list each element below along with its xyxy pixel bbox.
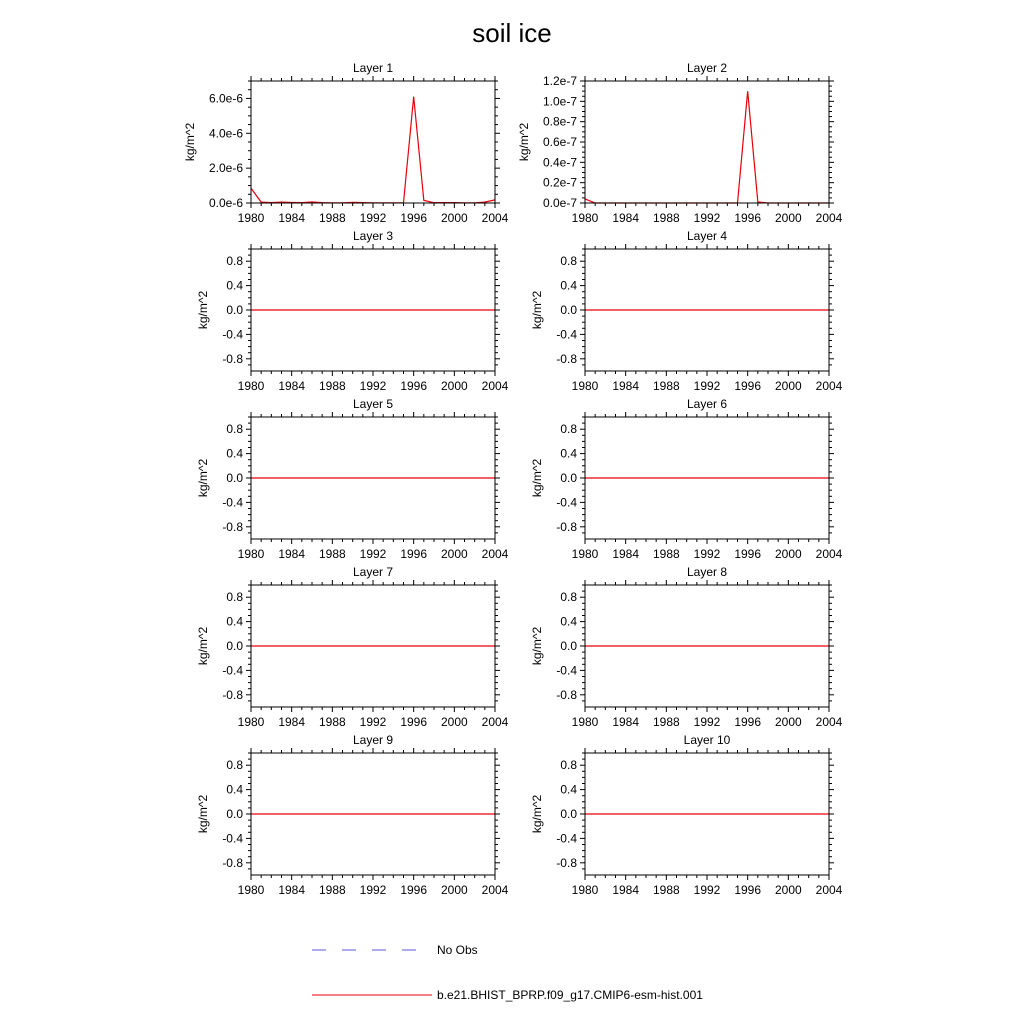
y-tick-label: 0.0 [226,639,243,653]
x-tick-label: 2000 [774,211,802,225]
y-axis-label: kg/m^2 [196,458,210,498]
x-tick-label: 1988 [652,547,680,561]
y-tick-label: -0.8 [556,519,577,534]
x-tick-label: 1984 [278,715,306,729]
x-tick-label: 1984 [612,379,640,393]
legend-label-no-obs: No Obs [437,943,478,957]
x-tick-label: 2004 [815,547,843,561]
x-tick-label: 2000 [774,883,802,897]
legend [312,943,703,1002]
x-tick-label: 2000 [440,715,468,729]
x-tick-label: 1988 [318,211,346,225]
y-tick-label: 0.8 [560,758,577,773]
y-tick-label: 0.8 [560,590,577,605]
panel-title: Layer 7 [352,565,394,579]
y-axis-label: kg/m^2 [183,122,197,162]
y-tick-label: 0.4 [226,278,243,293]
y-tick-label: 0.0 [560,471,577,485]
x-tick-label: 2004 [815,211,843,225]
x-tick-label: 2004 [815,883,843,897]
x-tick-label: 1988 [652,715,680,729]
x-tick-label: 1980 [571,883,599,897]
x-tick-label: 1996 [400,547,428,561]
y-tick-label: 0.0 [226,807,243,821]
x-tick-label: 1980 [237,715,265,729]
x-tick-label: 1984 [278,211,306,225]
x-tick-label: 1984 [612,715,640,729]
panel-layer-5 [196,397,509,561]
y-tick-label: 0.8 [226,254,243,269]
y-axis-label: kg/m^2 [530,290,544,330]
x-tick-label: 1996 [734,715,762,729]
legend-label-model: b.e21.BHIST_BPRP.f09_g17.CMIP6-esm-hist.001 [437,988,703,1002]
x-tick-label: 1984 [612,211,640,225]
x-tick-label: 2000 [440,547,468,561]
y-tick-label: -0.8 [556,687,577,702]
x-tick-label: 1996 [400,883,428,897]
y-tick-label: 0.4 [560,782,577,797]
panel-layer-2 [517,61,843,225]
y-axis-label: kg/m^2 [530,626,544,666]
y-tick-label: 0.8 [226,758,243,773]
x-tick-label: 2000 [440,379,468,393]
y-tick-label: 0.4 [226,782,243,797]
panel-title: Layer 10 [683,733,731,747]
panel-title: Layer 3 [352,229,394,243]
panel-layer-1 [183,61,509,225]
y-tick-label: -0.4 [556,327,577,342]
series-line [251,97,495,203]
x-tick-label: 1996 [734,379,762,393]
x-tick-label: 1988 [652,211,680,225]
panel-title: Layer 9 [352,733,394,747]
x-tick-label: 1980 [237,211,265,225]
x-tick-label: 2004 [481,211,509,225]
x-tick-label: 1996 [400,211,428,225]
panel-layer-3 [196,229,509,393]
x-tick-label: 1992 [359,883,387,897]
y-tick-label: 0.2e-7 [542,175,577,190]
x-tick-label: 2004 [481,883,509,897]
y-tick-label: -0.4 [222,495,243,510]
series-line [585,91,829,203]
x-tick-label: 1980 [571,547,599,561]
y-axis-label: kg/m^2 [196,794,210,834]
figure-title: soil ice [472,18,552,48]
y-tick-label: 0.8 [226,422,243,437]
y-tick-label: 0.4 [560,278,577,293]
y-tick-label: -0.4 [556,831,577,846]
x-tick-label: 1996 [400,379,428,393]
plot-frame [251,81,495,203]
x-tick-label: 1992 [359,379,387,393]
y-tick-label: -0.4 [556,495,577,510]
panel-title: Layer 6 [686,397,728,411]
panel-title: Layer 1 [352,61,394,75]
y-tick-label: -0.4 [222,327,243,342]
panel-title: Layer 4 [686,229,728,243]
x-tick-label: 1980 [237,883,265,897]
y-axis-label: kg/m^2 [530,794,544,834]
x-tick-label: 2000 [440,211,468,225]
x-tick-label: 1992 [693,211,721,225]
y-tick-label: 0.0 [226,303,243,317]
y-tick-label: -0.8 [556,351,577,366]
x-tick-label: 2000 [774,547,802,561]
panel-layer-7 [196,565,509,729]
panel-title: Layer 5 [352,397,394,411]
panel-layer-8 [530,565,843,729]
y-tick-label: 1.2e-7 [542,74,577,88]
panels-grid [183,61,843,897]
x-tick-label: 1984 [278,379,306,393]
y-tick-label: -0.4 [556,663,577,678]
y-tick-label: 0.0e-6 [208,196,243,210]
x-tick-label: 2000 [774,715,802,729]
x-tick-label: 1992 [693,379,721,393]
x-tick-label: 2000 [440,883,468,897]
y-tick-label: 0.4 [226,614,243,629]
x-tick-label: 1996 [734,211,762,225]
y-tick-label: 0.0 [560,639,577,653]
x-tick-label: 2000 [774,379,802,393]
panel-title: Layer 2 [686,61,728,75]
y-tick-label: 0.4 [226,446,243,461]
x-tick-label: 1996 [734,547,762,561]
y-tick-label: 0.6e-7 [542,135,577,149]
x-tick-label: 1992 [359,547,387,561]
y-axis-label: kg/m^2 [517,122,531,162]
x-tick-label: 1992 [693,883,721,897]
panel-title: Layer 8 [686,565,728,579]
x-tick-label: 1984 [278,547,306,561]
y-tick-label: 0.4 [560,446,577,461]
y-tick-label: 0.4 [560,614,577,629]
x-tick-label: 1992 [693,547,721,561]
y-tick-label: 0.8 [226,590,243,605]
x-tick-label: 1980 [237,547,265,561]
plot-frame [585,81,829,203]
y-tick-label: 0.4e-7 [542,155,577,170]
y-tick-label: 0.0 [560,303,577,317]
x-tick-label: 1992 [693,715,721,729]
x-tick-label: 1988 [318,883,346,897]
x-tick-label: 1988 [318,547,346,561]
x-tick-label: 1984 [612,883,640,897]
x-tick-label: 2004 [481,715,509,729]
x-tick-label: 1980 [571,715,599,729]
y-tick-label: 0.0e-7 [542,196,577,210]
x-tick-label: 1980 [237,379,265,393]
x-tick-label: 1988 [318,379,346,393]
panel-layer-10 [530,733,843,897]
y-tick-label: -0.8 [222,519,243,534]
y-tick-label: 2.0e-6 [208,161,243,176]
panel-layer-4 [530,229,843,393]
panel-layer-9 [196,733,509,897]
y-tick-label: 0.8 [560,254,577,269]
y-tick-label: -0.8 [222,855,243,870]
y-axis-label: kg/m^2 [196,290,210,330]
x-tick-label: 2004 [815,715,843,729]
x-tick-label: 1980 [571,211,599,225]
x-tick-label: 1988 [652,883,680,897]
y-tick-label: -0.8 [556,855,577,870]
y-tick-label: 0.8 [560,422,577,437]
y-tick-label: 0.0 [560,807,577,821]
x-tick-label: 1992 [359,715,387,729]
x-tick-label: 2004 [481,547,509,561]
y-tick-label: -0.4 [222,831,243,846]
x-tick-label: 2004 [481,379,509,393]
y-tick-label: 0.8e-7 [542,114,577,129]
x-tick-label: 1996 [400,715,428,729]
x-tick-label: 1992 [359,211,387,225]
x-tick-label: 2004 [815,379,843,393]
x-tick-label: 1984 [612,547,640,561]
x-tick-label: 1996 [734,883,762,897]
y-tick-label: 0.0 [226,471,243,485]
y-tick-label: -0.4 [222,663,243,678]
y-tick-label: -0.8 [222,687,243,702]
x-tick-label: 1988 [652,379,680,393]
panel-layer-6 [530,397,843,561]
x-tick-label: 1984 [278,883,306,897]
x-tick-label: 1980 [571,379,599,393]
y-axis-label: kg/m^2 [196,626,210,666]
y-tick-label: 1.0e-7 [542,94,577,109]
y-tick-label: 4.0e-6 [208,126,243,141]
y-tick-label: -0.8 [222,351,243,366]
y-tick-label: 6.0e-6 [208,91,243,106]
y-axis-label: kg/m^2 [530,458,544,498]
x-tick-label: 1988 [318,715,346,729]
